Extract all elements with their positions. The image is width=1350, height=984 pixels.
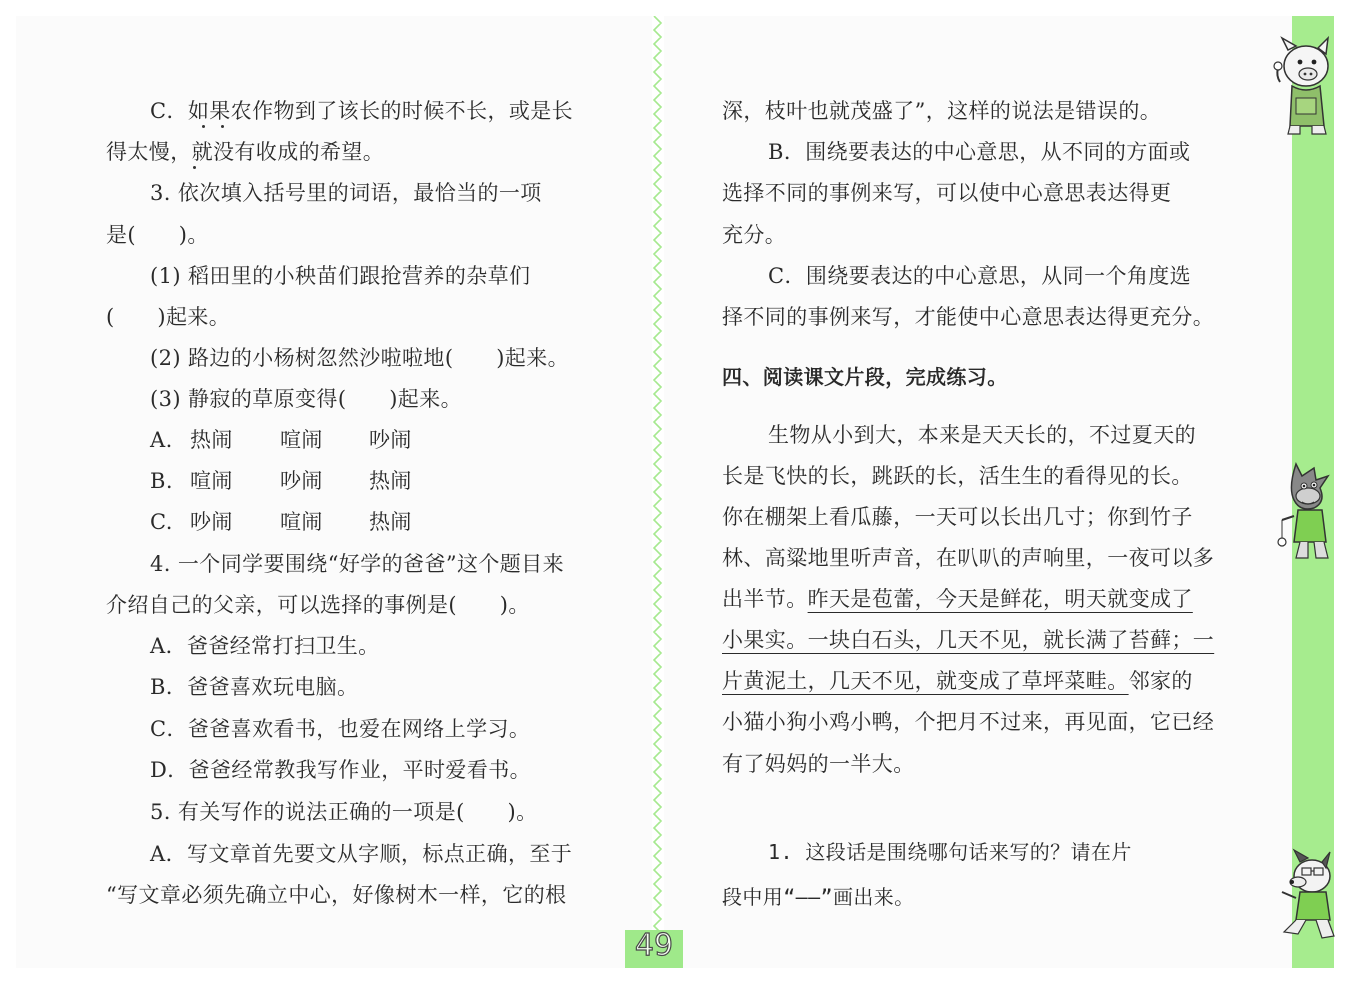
emphasis-dot	[221, 125, 224, 128]
option-word-1: 热闹	[190, 428, 233, 452]
q4-stem-line1: 4. 一个同学要围绕“好学的爸爸”这个题目来	[150, 552, 564, 576]
exercise-1-line2: 段中用“——”画出来。	[722, 885, 915, 909]
q4-option-c: C．爸爸喜欢看书，也爱在网络上学习。	[150, 717, 531, 741]
q3-stem-line2: 是( )。	[106, 223, 209, 247]
q5-option-b-line1: B．围绕要表达的中心意思，从不同的方面或	[768, 140, 1191, 164]
passage-line	[722, 625, 1214, 655]
q4-stem-line2: 介绍自己的父亲，可以选择的事例是( )。	[106, 593, 530, 617]
passage-line: 小猫小狗小鸡小鸭，个把月不过来，再见面，它已经	[722, 710, 1215, 734]
passage-underlined-text: 昨天是苞蕾，今天是鲜花，明天就变成了	[807, 587, 1193, 611]
q2-option-c-line1: C．如果农作物到了该长的时候不长，或是长	[150, 99, 574, 123]
passage-underlined-text: 片黄泥土，几天不见，就变成了草坪菜畦。	[722, 669, 1129, 693]
passage-text: 邻家的	[1128, 669, 1193, 693]
q4-option-b: B．爸爸喜欢玩电脑。	[150, 675, 359, 699]
passage-line: 长是飞快的长，跳跃的长，活生生的看得见的长。	[722, 464, 1193, 488]
q5-stem: 5. 有关写作的说法正确的一项是( )。	[150, 800, 538, 824]
emphasis-dot	[193, 166, 196, 169]
section-heading: 四、阅读课文片段，完成练习。	[722, 365, 1008, 389]
passage-line: 你在棚架上看瓜藤，一天可以长出几寸；你到竹子	[722, 505, 1193, 529]
q5-option-b-line2: 选择不同的事例来写，可以使中心意思表达得更	[722, 181, 1172, 205]
dog-mascot-icon	[1276, 848, 1342, 944]
passage-line	[722, 584, 1193, 614]
wolf-mascot-icon	[1274, 458, 1340, 562]
q3-stem-line1: 3. 依次填入括号里的词语，最恰当的一项	[150, 181, 542, 205]
option-word-2: 喧闹	[280, 428, 323, 452]
passage-line: 生物从小到大，本来是天天长的，不过夏天的	[768, 423, 1196, 447]
pig-mascot-icon	[1268, 36, 1340, 136]
q5-option-c-line2: 择不同的事例来写，才能使中心意思表达得更充分。	[722, 305, 1215, 329]
option-word-3: 吵闹	[369, 428, 412, 452]
option-word-1: 喧闹	[190, 469, 233, 493]
q4-option-d: D．爸爸经常教我写作业，平时爱看书。	[150, 758, 532, 782]
q5-option-c-line1: C．围绕要表达的中心意思，从同一个角度选	[768, 264, 1192, 288]
option-word-2: 喧闹	[280, 510, 323, 534]
page-number: 49	[634, 928, 674, 963]
option-letter: C.	[150, 510, 173, 534]
passage-underlined-text: 小果实。一块白石头，几天不见，就长满了苔藓；一	[722, 628, 1215, 652]
q5-option-a-line2: “写文章必须先确立中心，好像树木一样，它的根	[106, 883, 567, 907]
q3-sentence-1-line2: ( )起来。	[106, 305, 231, 329]
option-word-3: 热闹	[369, 510, 412, 534]
emphasis-dot	[202, 125, 205, 128]
book-spine	[651, 16, 664, 968]
q3-sentence-2: (2) 路边的小杨树忽然沙啦啦地( )起来。	[150, 346, 570, 370]
q2-option-c-line2: 得太慢，就没有收成的希望。	[106, 140, 385, 164]
passage-line	[722, 666, 1193, 696]
exercise-1-line1: 1. 这段话是围绕哪句话来写的？请在片	[768, 840, 1132, 864]
q5-option-a-line1: A．写文章首先要文从字顺，标点正确，至于	[150, 842, 573, 866]
option-letter: A.	[150, 428, 173, 452]
passage-line: 林、高粱地里听声音，在叭叭的声响里，一夜可以多	[722, 546, 1215, 570]
q5-option-a-line3: 深，枝叶也就茂盛了”，这样的说法是错误的。	[722, 99, 1162, 123]
option-word-1: 吵闹	[190, 510, 233, 534]
passage-text: 出半节。	[722, 587, 808, 611]
q3-sentence-1-line1: (1) 稻田里的小秧苗们跟抢营养的杂草们	[150, 264, 531, 288]
q3-sentence-3: (3) 静寂的草原变得( )起来。	[150, 387, 463, 411]
passage-line: 有了妈妈的一半大。	[722, 752, 915, 776]
q4-option-a: A．爸爸经常打扫卫生。	[150, 634, 380, 658]
q5-option-b-line3: 充分。	[722, 223, 787, 247]
option-letter: B.	[150, 469, 173, 493]
option-word-2: 吵闹	[280, 469, 323, 493]
option-word-3: 热闹	[369, 469, 412, 493]
